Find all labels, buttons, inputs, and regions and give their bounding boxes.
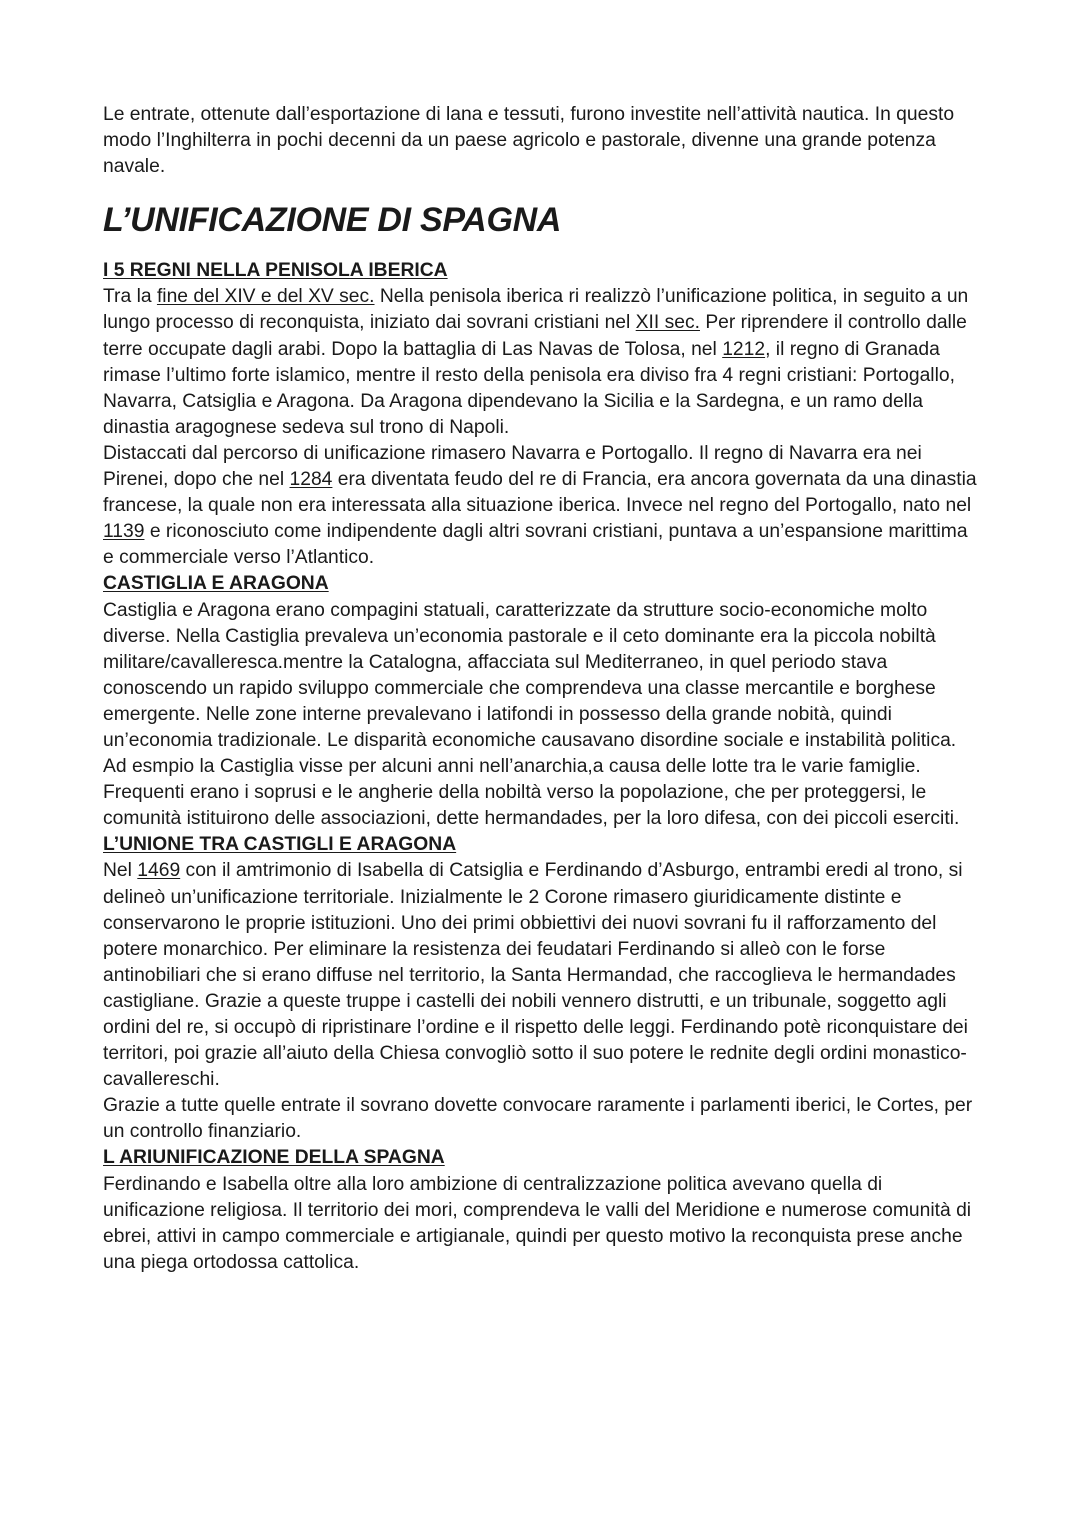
underlined-date: 1284 <box>289 469 333 491</box>
underlined-date: 1212 <box>722 338 766 360</box>
section-paragraph <box>103 441 983 571</box>
text-run: Tra la <box>103 286 157 308</box>
text-run: Distaccati dal percorso di unificazione rimasero Navarra e Portogallo. Il regno di Navarra era nei Pirenei, dopo che nel <box>103 442 922 491</box>
section-paragraph <box>103 1172 983 1276</box>
underlined-date: 1469 <box>137 860 181 882</box>
section-heading: L ARIUNIFICAZIONE DELLA SPAGNA <box>103 1147 445 1169</box>
text-run: Nella penisola iberica ri realizzò l’unificazione politica, in seguito a un lungo processo di reconquista, iniziato dai sovrani cristiani nel <box>103 286 969 334</box>
intro-paragraph: Le entrate, ottenute dall’esportazione di lana e tessuti, furono investite nell’attività nautica. In questo modo l’Inghilterra in pochi decenni da un paese agricolo e pastorale, divenne una grande potenza navale. <box>103 104 955 178</box>
text-run: Per riprendere il controllo dalle terre occupate dagli arabi. Dopo la battaglia di Las Navas de Tolosa, nel <box>103 312 967 360</box>
text-run: Grazie a tutte quelle entrate il sovrano dovette convocare raramente i parlamenti iberici, le Cortes, per un controllo finanziario. <box>103 1095 973 1143</box>
section-heading: I 5 REGNI NELLA PENISOLA IBERICA <box>103 260 448 282</box>
section-paragraph <box>103 1093 983 1145</box>
section-paragraph <box>103 598 983 833</box>
section-heading: L’UNIONE TRA CASTIGLI E ARAGONA <box>103 834 457 856</box>
underlined-date: fine del XIV e del XV sec. <box>156 286 375 308</box>
text-run: Nel <box>103 860 138 882</box>
underlined-date: XII sec. <box>635 312 700 334</box>
text-run: Ferdinando e Isabella oltre alla loro ambizione di centralizzazione politica avevano quella di unificazione religiosa. Il territorio dei mori, comprendeva le valli del Meridione e numerose comunità di ebrei, attivi in campo commerciale e artigianale, quindi per questo motivo la reconquista prese anche una piega ortodossa cattolica. <box>103 1173 972 1273</box>
text-run: Castiglia e Aragona erano compagini statuali, caratterizzate da strutture socio-economiche molto diverse. Nella Castiglia prevaleva un’economia pastorale e il ceto dominante era la piccola nobiltà militare/cavalleresca.mentre la Catalogna, affacciata sul Mediterraneo, in quel periodo stava conoscendo un rapido sviluppo commerciale che comprendeva una classe mercantile e borghese emergente. Nelle zone interne prevalevano i latifondi in possesso della grande nobità, quindi un’economia tradizionale. Le disparità economiche causavano disordine sociale e instabilità politica. Ad esmpio la Castiglia visse per alcuni anni nell’anarchia,a causa delle lotte tra le varie famiglie. Frequenti erano i soprusi e le angherie della nobiltà verso la popolazione, che per proteggersi, le comunità istituirono delle associazioni, dette hermandades, per la loro difesa, con dei piccoli eserciti. <box>103 599 960 830</box>
text-run: con il amtrimonio di Isabella di Catsiglia e Ferdinando d’Asburgo, entrambi eredi al trono, si delineò un’unificazione territoriale. Inizialmente le 2 Corone rimasero giuridicamente distinte e conservarono le proprie istituzioni. Uno dei primi obbiettivi dei nuovi sovrani fu il rafforzamento del potere monarchico. Per eliminare la resistenza dei feudatari Ferdinando si alleò con le forse antinobiliari che si erano diffuse nel territorio, la Santa Hermandad, che raccoglieva le hermandades castigliane. Grazie a queste truppe i castelli dei nobili vennero distrutti, e un tribunale, soggetto agli ordini del re, si occupò di ripristinare l’ordine e il rispetto delle leggi. Ferdinando potè riconquistare dei territori, poi grazie all’aiuto della Chiesa convogliò sotto il suo potere le rednite degli ordini monastico-cavallereschi. <box>103 860 968 1091</box>
section-heading: CASTIGLIA E ARAGONA <box>103 573 329 595</box>
document-page <box>103 102 983 1276</box>
text-run: era diventata feudo del re di Francia, era ancora governata da una dinastia francese, la quale non era interessata alla situazione iberica. Invece nel regno del Portogallo, nato nel <box>103 469 977 517</box>
text-run: , il regno di Granada rimase l’ultimo forte islamico, mentre il resto della penisola era diviso fra 4 regni cristiani: Portogallo, Navarra, Catsiglia e Aragona. Da Aragona dipendevano la Sicilia e la Sardegna, e un ramo della dinastia aragognese sedeva sul trono di Napoli. <box>103 338 955 438</box>
section-paragraph <box>103 284 983 441</box>
section-paragraph <box>103 858 983 1093</box>
sections-container <box>103 258 983 1276</box>
document-title: L’UNIFICAZIONE DI SPAGNA <box>103 201 562 240</box>
underlined-date: 1139 <box>103 521 145 543</box>
text-run: e riconosciuto come indipendente dagli altri sovrani cristiani, puntava a un’espansione marittima e commerciale verso l’Atlantico. <box>103 521 968 569</box>
